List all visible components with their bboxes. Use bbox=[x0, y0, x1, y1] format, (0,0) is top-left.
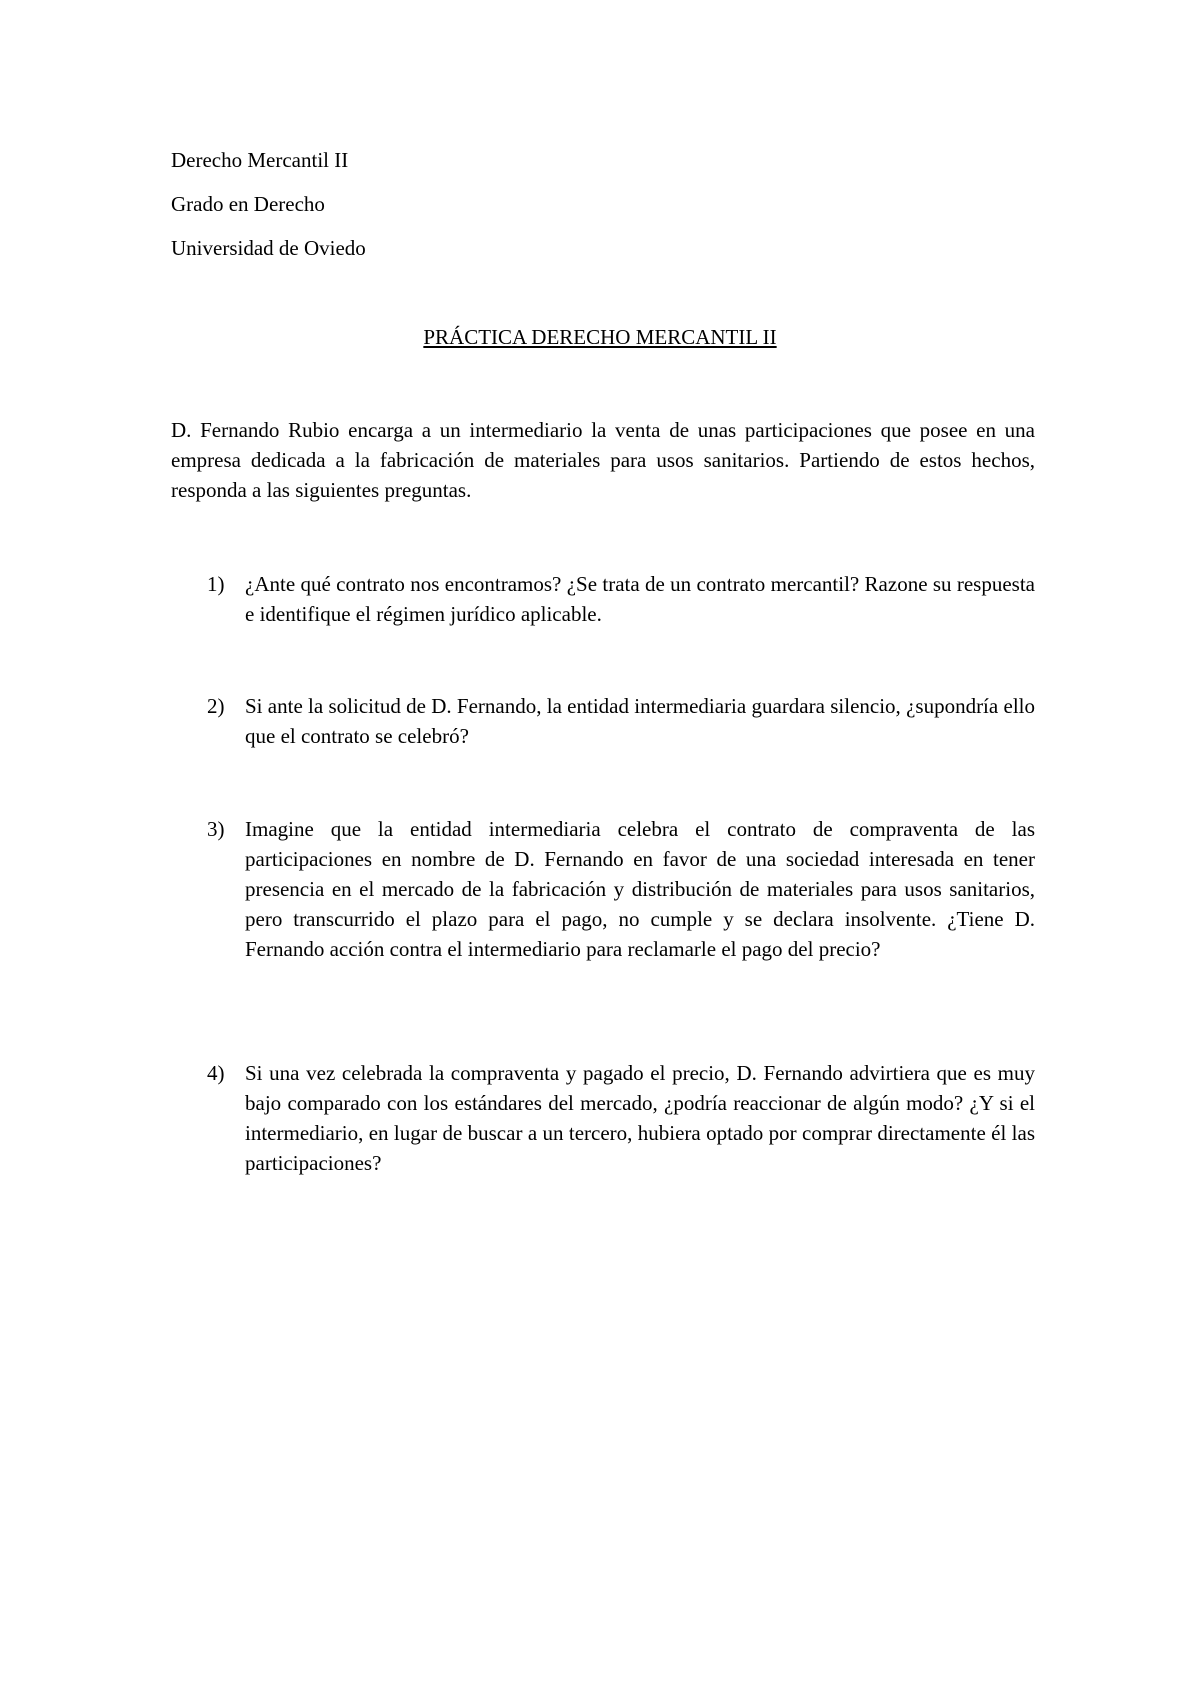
question-number: 1) bbox=[207, 572, 225, 596]
document-title: PRÁCTICA DERECHO MERCANTIL II bbox=[423, 325, 777, 349]
question-number: 3) bbox=[207, 817, 225, 841]
degree-name: Grado en Derecho bbox=[171, 192, 325, 216]
question-text: ¿Ante qué contrato nos encontramos? ¿Se trata de un contrato mercantil? Razone su respuesta e identifique el régimen jurídico aplicable. bbox=[245, 572, 1035, 626]
question-text: Si una vez celebrada la compraventa y pagado el precio, D. Fernando advirtiera que es muy bajo comparado con los estándares del mercado, ¿podría reaccionar de algún modo? ¿Y si el intermediario, en lugar de buscar a un tercero, hubiera optado por comprar directamente él las participaciones? bbox=[245, 1061, 1035, 1175]
university-name: Universidad de Oviedo bbox=[171, 236, 366, 260]
question-item bbox=[171, 1058, 1035, 1178]
question-item bbox=[171, 569, 1035, 629]
question-item bbox=[171, 814, 1035, 964]
question-text: Imagine que la entidad intermediaria celebra el contrato de compraventa de las participaciones en nombre de D. Fernando en favor de una sociedad interesada en tener presencia en el mercado de la fabricación y distribución de materiales para usos sanitarios, pero transcurrido el plazo para el pago, no cumple y se declara insolvente. ¿Tiene D. Fernando acción contra el intermediario para reclamarle el pago del precio? bbox=[245, 817, 1035, 961]
question-text: Si ante la solicitud de D. Fernando, la entidad intermediaria guardara silencio, ¿supondría ello que el contrato se celebró? bbox=[245, 694, 1035, 748]
course-name: Derecho Mercantil II bbox=[171, 148, 349, 172]
intro-paragraph: D. Fernando Rubio encarga a un intermediario la venta de unas participaciones que posee en una empresa dedicada a la fabricación de materiales para usos sanitarios. Partiendo de estos hechos, responda a las siguientes preguntas. bbox=[171, 418, 1035, 502]
question-item bbox=[171, 691, 1035, 751]
question-number: 4) bbox=[207, 1061, 225, 1085]
question-number: 2) bbox=[207, 694, 225, 718]
